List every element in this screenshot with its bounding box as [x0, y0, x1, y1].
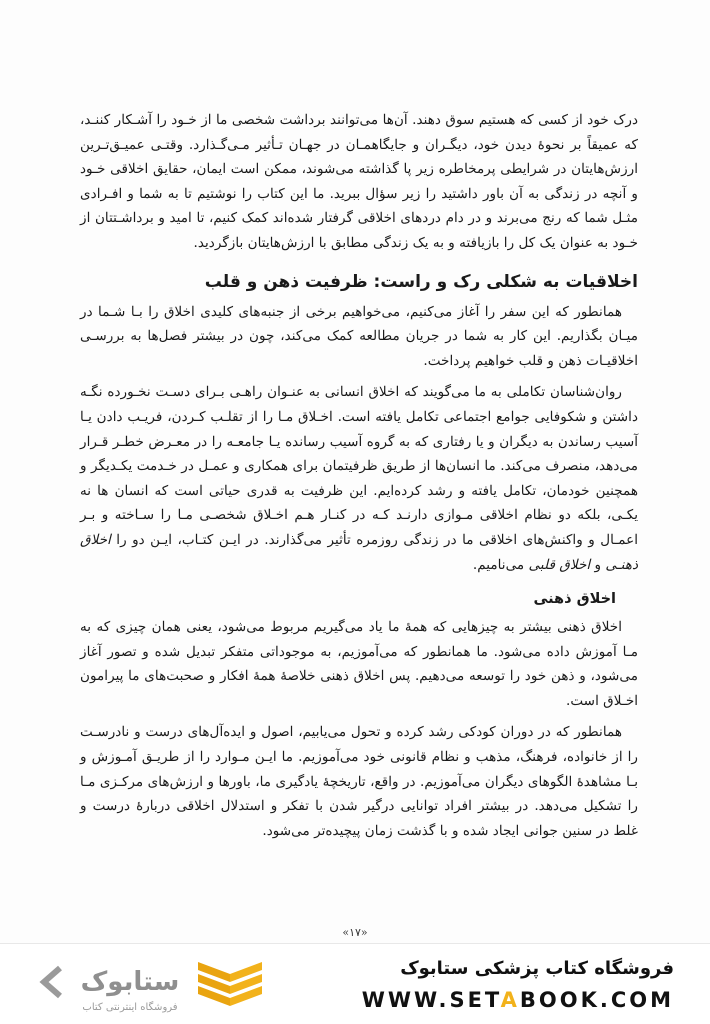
page-content	[80, 108, 638, 850]
conjunction: و	[594, 556, 602, 573]
footer-banner	[0, 943, 710, 1024]
store-url	[362, 988, 674, 1012]
page-number: «۱۷»	[342, 926, 368, 939]
url-part-2: BOOK.COM	[519, 988, 674, 1012]
setabook-logo	[30, 956, 280, 1016]
paragraph-text: روان‌شناسان تکاملی به ما می‌گویند که اخلاق انسانی به عنـوان راهـی بـرای دسـت نخـورده نگـه داشتن و شکوفایی جوامع اجتماعی تکامل یافته است. اخـلاق مـا را از تقلـب کـردن، فریـب دادن یـا آسیب رساندن به دیگران و یا رفتاری که به گروه آسیب رسانده یـا جامعـه را در معـرض خطـر قـرار می‌دهد، منصرف می‌کند. ما انسان‌ها از طریق ظرفیتمان برای همکاری و عمـل در خـدمت یکـدیگر و همچنین خودمان، تکامل یافته و رشد کرده‌ایم. این ظرفیت به قدری حیاتی است که انسان ها نه یکـی، بلکه دو نظام اخلاقی مـوازی دارنـد کـه در کنـار هـم اخـلاق شخصـی مـا را سـاخته و بـر اعمـال و واکنش‌های اخلاقی ما در زندگی روزمره تأثیر می‌گذارند. در ایـن کتـاب، ایـن دو را	[80, 384, 638, 548]
url-part-1: WWW.SET	[361, 988, 501, 1012]
url-accent-letter: A	[500, 988, 520, 1012]
store-name: فروشگاه کتاب پزشکی ستابوک	[400, 958, 674, 979]
paragraph-end: می‌نامیم.	[472, 556, 525, 573]
logo-wordmark: ستابوک	[80, 967, 180, 997]
term-heart-ethics: اخلاق قلبی	[528, 556, 591, 573]
section-paragraph-1: همانطور که این سفر را آغاز می‌کنیم، می‌خواهیم برخی از جنبه‌های کلیدی اخلاق را بـا شـما در میـان بگذاریم. این کار به شما در جریان مطالعه کمک می‌کند، چون در بیشتر فصل‌ها به بررسـی اخلاقیـات ذهن و قلب خواهیم پرداخت.	[80, 303, 638, 369]
sub-paragraph-2: همانطور که در دوران کودکی رشد کرده و تحول می‌یابیم، اصول و ایده‌آل‌های درست و نادرسـت را از خانواده، فرهنگ، مذهب و نظام قانونی خود می‌آموزیم. ما ایـن مـوارد را از طریـق آمـوزش و بـا مشاهدهٔ الگوهای دیگران می‌آموزیم. در واقع، تاریخچهٔ یادگیری ما، باورها و ارزش‌های مرکـزی مـا را تشکیل می‌دهد. در بیشتر افراد توانایی درگیر شدن با تفکر و استدلال اخلاقی دربارهٔ درست و غلط در سنین جوانی ایجاد شده و با گذشت زمان پیچیده‌تر می‌شود.	[80, 724, 638, 839]
book-stack-icon	[198, 962, 262, 1006]
section-paragraph-2	[80, 380, 638, 577]
sub-paragraph-1: اخلاق ذهنی بیشتر به چیزهایی که همهٔ ما یاد می‌گیریم مربوط می‌شود، یعنی همان چیزی که به مـا آموزش داده می‌شود. ما همانطور که می‌آموزیم، به موجوداتی متفکر تبدیل شده و تصور آغاز می‌شود، و ذهن خود را توسعه می‌دهیم. پس اخلاق ذهنی خلاصهٔ همهٔ افکار و صحبت‌های ما پیرامون اخـلاق است.	[80, 619, 638, 709]
section-heading: اخلاقیات به شکلی رک و راست: ظرفیت ذهن و قلب	[204, 271, 638, 292]
subheading: اخلاق ذهنی	[533, 591, 616, 608]
logo-subtitle: فروشگاه اینترنتی کتاب	[82, 1002, 178, 1013]
intro-paragraph: درک خود از کسی که هستیم سوق دهند. آن‌ها می‌توانند برداشت شخصی ما از خـود را آشـکار کننـد، که عمیقاً بر نحوهٔ دیدن خود، دیگـران و جایگاهمـان در جهـان تـأثیر مـی‌گـذارد. وقتـی عمیـق‌تـرین ارزش‌هایتان در شرایطی پرمخاطره زیر پا گذاشته می‌شوند، ممکن است ایمان، حقایق اخلاقی خـود و آنچه در زندگی به آن باور داشتید را زیر سؤال ببرید. ما این کتاب را نوشتیم تا به شما و افـرادی مثـل شما که رنج می‌برند و در دام دردهای اخلاقی گرفتار شده‌اند کمک کنیم، تا امید و برداشـتتان از خـود به عنوان یک کل را بازیافته و به یک زندگی مطابق با ارزش‌هایتان بازگردید.	[80, 112, 638, 251]
chevron-icon	[44, 968, 60, 996]
term-mind-ethics: اخلاق ذهنـی	[80, 531, 638, 573]
